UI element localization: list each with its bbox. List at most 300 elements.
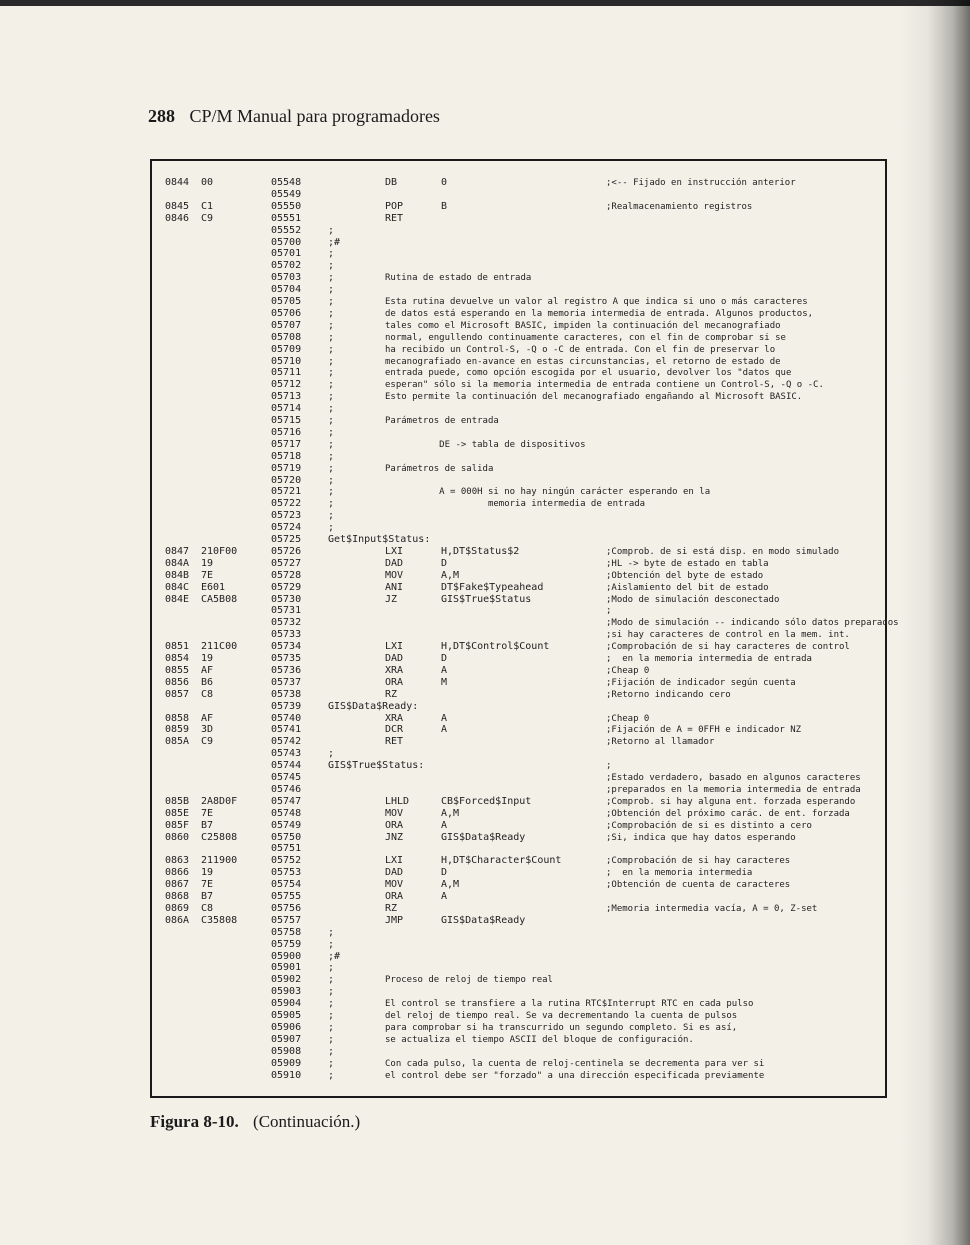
listing-row: [0, 475, 970, 487]
listing-object-code: 210F00: [201, 545, 238, 557]
listing-comment-text: Parámetros de salida: [385, 463, 494, 474]
listing-operand: D: [441, 653, 448, 664]
listing-mnemonic: MOV: [385, 569, 404, 581]
listing-line-number: 05707: [271, 319, 302, 331]
listing-comment-marker: ;: [328, 391, 335, 403]
listing-row: [0, 689, 970, 701]
listing-object-code: C1: [201, 200, 214, 212]
listing-mnemonic: LXI: [385, 545, 404, 557]
listing-line-number: 05748: [271, 807, 302, 819]
listing-line-number: 05750: [271, 831, 302, 843]
listing-line-number: 05902: [271, 974, 302, 986]
listing-row: [0, 1034, 970, 1046]
listing-comment: ;<-- Fijado en instrucción anterior: [606, 178, 796, 188]
figure-caption-text: (Continuación.): [253, 1112, 361, 1131]
listing-row: [0, 653, 970, 665]
listing-object-code: 19: [201, 867, 214, 879]
listing-row: [0, 724, 970, 736]
listing-object-code: AF: [201, 712, 214, 724]
listing-row: [0, 677, 970, 689]
listing-row: [0, 213, 970, 225]
listing-line-number: 05905: [271, 1010, 302, 1021]
listing-mnemonic: JMP: [385, 914, 404, 926]
listing-object-code: 19: [201, 653, 214, 664]
listing-comment-text: de datos está esperando en la memoria intermedia de entrada. Algunos productos,: [385, 308, 814, 319]
listing-comment-marker: ;: [328, 343, 335, 355]
listing-comment-marker: ;: [328, 748, 335, 760]
listing-object-code: 3D: [201, 724, 214, 736]
listing-comment: ;Retorno indicando cero: [606, 689, 731, 700]
listing-line-number: 05708: [271, 331, 302, 343]
listing-row: [0, 1022, 970, 1034]
listing-row: [0, 736, 970, 748]
listing-mnemonic: DCR: [385, 724, 404, 736]
listing-row: [0, 594, 970, 606]
listing-line-number: 05909: [271, 1057, 302, 1069]
listing-line-number: 05901: [271, 962, 302, 974]
listing-address: 085F: [165, 819, 190, 831]
listing-comment: ;Obtención del byte de estado: [606, 570, 764, 581]
listing-comment-text: mecanografiado en-avance en estas circunstancias, el retorno de estado de: [385, 356, 781, 367]
listing-line-number: 05706: [271, 307, 302, 319]
listing-row: [0, 772, 970, 784]
listing-address: 0854: [165, 653, 190, 664]
listing-comment-marker: ;#: [328, 236, 341, 248]
listing-line-number: 05711: [271, 367, 302, 379]
listing-operand: DT$Fake$Typeahead: [441, 581, 544, 593]
listing-comment-marker: ;: [328, 522, 335, 534]
listing-row: [0, 808, 970, 820]
listing-line-number: 05709: [271, 343, 302, 355]
listing-address: 0863: [165, 855, 190, 867]
listing-comment: ;Fijación de indicador según cuenta: [606, 677, 796, 688]
listing-address: 0858: [165, 712, 190, 724]
listing-label: GIS$True$Status:: [328, 760, 425, 772]
listing-object-code: C25808: [201, 831, 238, 843]
listing-row: [0, 974, 970, 986]
listing-address: 0860: [165, 831, 190, 843]
listing-line-number: 05712: [271, 379, 302, 391]
listing-address: 084A: [165, 557, 190, 569]
listing-comment: ;Comprobación de si es distinto a cero: [606, 820, 812, 831]
listing-comment-marker: ;: [328, 486, 335, 498]
listing-line-number: 05551: [271, 212, 302, 224]
listing-comment: ;Modo de simulación desconectado: [606, 594, 780, 605]
listing-operand: A: [441, 819, 448, 831]
listing-operand: A: [441, 891, 448, 902]
listing-mnemonic: DAD: [385, 557, 404, 569]
listing-mnemonic: XRA: [385, 664, 404, 676]
listing-row: [0, 284, 970, 296]
listing-line-number: 05736: [271, 664, 302, 676]
listing-row: [0, 855, 970, 867]
listing-comment-marker: ;: [328, 974, 335, 986]
listing-row: [0, 832, 970, 844]
listing-comment-text: normal, engullendo continuamente caracteres, con el fin de comprobar si se: [385, 332, 786, 343]
listing-object-code: 211900: [201, 855, 238, 867]
listing-line-number: 05717: [271, 438, 302, 450]
listing-row: [0, 891, 970, 903]
listing-row: [0, 903, 970, 915]
listing-row: [0, 760, 970, 772]
listing-line-number: 05550: [271, 200, 302, 212]
listing-line-number: 05906: [271, 1021, 302, 1033]
listing-comment: ;: [606, 606, 612, 617]
listing-comment: ;Cheap 0: [606, 713, 650, 724]
listing-comment-text: memoria intermedia de entrada: [385, 499, 646, 510]
listing-object-code: B7: [201, 819, 214, 831]
listing-mnemonic: JNZ: [385, 831, 404, 843]
listing-comment-marker: ;: [328, 938, 335, 950]
listing-comment-marker: ;: [328, 379, 335, 391]
listing-comment-marker: ;: [328, 986, 335, 998]
listing-line-number: 05907: [271, 1033, 302, 1045]
listing-comment-text: Proceso de reloj de tiempo real: [385, 975, 553, 986]
listing-line-number: 05754: [271, 879, 302, 891]
listing-comment-text: A = 000H si no hay ningún carácter esperando en la: [385, 487, 711, 498]
listing-comment-marker: ;: [328, 498, 335, 510]
listing-line-number: 05733: [271, 629, 302, 641]
listing-object-code: 7E: [201, 807, 214, 819]
listing-comment: ;: [606, 761, 612, 772]
listing-row: [0, 344, 970, 356]
listing-line-number: 05549: [271, 188, 302, 200]
listing-row: [0, 510, 970, 522]
listing-comment-text: se actualiza el tiempo ASCII del bloque de configuración.: [385, 1034, 694, 1045]
listing-line-number: 05749: [271, 819, 302, 831]
listing-mnemonic: XRA: [385, 712, 404, 724]
listing-comment-marker: ;: [328, 998, 335, 1010]
listing-comment: ;Comprobación de si hay caracteres: [606, 856, 791, 867]
listing-object-code: B6: [201, 676, 214, 688]
listing-comment-marker: ;: [328, 426, 335, 438]
listing-comment-marker: ;: [328, 260, 335, 272]
listing-address: 0851: [165, 641, 190, 653]
listing-row: [0, 189, 970, 201]
listing-line-number: 05755: [271, 891, 302, 902]
listing-line-number: 05728: [271, 569, 302, 581]
listing-line-number: 05729: [271, 581, 302, 593]
listing-comment-marker: ;: [328, 1010, 335, 1021]
listing-comment: ;Si, indica que hay datos esperando: [606, 832, 796, 843]
listing-line-number: 05722: [271, 498, 302, 510]
listing-address: 0846: [165, 212, 190, 224]
listing-object-code: 19: [201, 557, 214, 569]
listing-comment: ;Obtención del próximo carác. de ent. forzada: [606, 808, 850, 819]
listing-object-code: C35808: [201, 914, 238, 926]
listing-operand: H,DT$Character$Count: [441, 855, 562, 867]
page-gutter-shadow: [900, 0, 970, 1245]
listing-row: [0, 427, 970, 439]
listing-address: 084E: [165, 593, 190, 605]
listing-row: [0, 986, 970, 998]
listing-comment: ;HL -> byte de estado en tabla: [606, 558, 769, 569]
listing-comment-text: DE -> tabla de dispositivos: [385, 439, 586, 450]
listing-comment: ;Realmacenamiento registros: [606, 201, 753, 212]
listing-comment: ; en la memoria intermedia de entrada: [606, 654, 812, 664]
listing-comment-marker: ;: [328, 1021, 335, 1033]
listing-line-number: 05721: [271, 486, 302, 498]
listing-line-number: 05723: [271, 510, 302, 522]
listing-address: 0857: [165, 688, 190, 700]
listing-line-number: 05740: [271, 712, 302, 724]
listing-operand: A: [441, 664, 448, 676]
listing-line-number: 05900: [271, 950, 302, 962]
listing-line-number: 05703: [271, 272, 302, 284]
listing-object-code: CA5B08: [201, 593, 238, 605]
listing-address: 0856: [165, 676, 190, 688]
listing-line-number: 05739: [271, 700, 302, 712]
listing-row: [0, 843, 970, 855]
listing-mnemonic: RZ: [385, 902, 398, 914]
listing-row: [0, 308, 970, 320]
listing-address: 0845: [165, 200, 190, 212]
listing-row: [0, 796, 970, 808]
listing-object-code: C8: [201, 688, 214, 700]
listing-line-number: 05726: [271, 545, 302, 557]
listing-address: 085A: [165, 736, 190, 748]
listing-line-number: 05741: [271, 724, 302, 736]
listing-comment: ;preparados en la memoria intermedia de entrada: [606, 784, 861, 795]
running-title: CP/M Manual para programadores: [189, 106, 440, 126]
listing-mnemonic: LXI: [385, 855, 404, 867]
listing-line-number: 05756: [271, 902, 302, 914]
listing-line-number: 05744: [271, 760, 302, 772]
listing-operand: B: [441, 200, 448, 212]
listing-row: [0, 1070, 970, 1082]
listing-operand: CB$Forced$Input: [441, 795, 532, 807]
listing-row: [0, 332, 970, 344]
listing-object-code: C9: [201, 736, 214, 748]
listing-object-code: C8: [201, 902, 214, 914]
listing-row: [0, 498, 970, 510]
listing-comment: ;Fijación de A = 0FFH e indicador NZ: [606, 725, 802, 736]
listing-line-number: 05758: [271, 926, 302, 938]
listing-mnemonic: POP: [385, 200, 404, 212]
figure-caption: [150, 1112, 360, 1132]
listing-object-code: 2A8D0F: [201, 795, 238, 807]
listing-comment: ; en la memoria intermedia: [606, 868, 753, 879]
listing-mnemonic: ORA: [385, 891, 404, 902]
listing-comment: ;Comprobación de si hay caracteres de control: [606, 642, 850, 653]
listing-mnemonic: JZ: [385, 593, 398, 605]
listing-row: [0, 391, 970, 403]
listing-mnemonic: MOV: [385, 879, 404, 891]
listing-line-number: 05714: [271, 403, 302, 415]
listing-object-code: 211C00: [201, 641, 238, 653]
listing-mnemonic: RET: [385, 736, 404, 748]
listing-line-number: 05910: [271, 1069, 302, 1081]
listing-comment-marker: ;: [328, 319, 335, 331]
listing-row: [0, 356, 970, 368]
listing-row: [0, 641, 970, 653]
listing-row: [0, 867, 970, 879]
listing-comment-text: Con cada pulso, la cuenta de reloj-centinela se decrementa para ver si: [385, 1058, 765, 1069]
listing-mnemonic: LHLD: [385, 795, 410, 807]
listing-comment: ;Aislamiento del bit de estado: [606, 582, 769, 593]
listing-comment-marker: ;: [328, 1045, 335, 1057]
listing-address: 084B: [165, 569, 190, 581]
listing-mnemonic: ANI: [385, 581, 404, 593]
listing-row: [0, 784, 970, 796]
listing-comment-marker: ;: [328, 462, 335, 474]
listing-line-number: 05548: [271, 177, 302, 188]
listing-line-number: 05752: [271, 855, 302, 867]
listing-mnemonic: ORA: [385, 676, 404, 688]
listing-operand: A: [441, 712, 448, 724]
listing-comment: ;Comprob. si hay alguna ent. forzada esperando: [606, 796, 856, 807]
listing-line-number: 05738: [271, 688, 302, 700]
listing-row: [0, 962, 970, 974]
listing-address: 0866: [165, 867, 190, 879]
listing-row: [0, 927, 970, 939]
listing-comment-text: del reloj de tiempo real. Se va decrementando la cuenta de pulsos: [385, 1011, 738, 1021]
listing-comment-marker: ;: [328, 415, 335, 426]
listing-comment-marker: ;: [328, 1033, 335, 1045]
listing-line-number: 05716: [271, 426, 302, 438]
listing-object-code: C9: [201, 212, 214, 224]
listing-row: [0, 403, 970, 415]
listing-mnemonic: LXI: [385, 641, 404, 653]
listing-object-code: E601: [201, 581, 226, 593]
listing-mnemonic: RET: [385, 212, 404, 224]
listing-line-number: 05747: [271, 795, 302, 807]
listing-comment: ;Comprob. de si está disp. en modo simulado: [606, 546, 839, 557]
listing-operand: A: [441, 724, 448, 736]
listing-line-number: 05719: [271, 462, 302, 474]
listing-comment: ;si hay caracteres de control en la mem. int.: [606, 630, 850, 641]
listing-mnemonic: RZ: [385, 688, 398, 700]
listing-address: 0867: [165, 879, 190, 891]
listing-row: [0, 248, 970, 260]
listing-comment-marker: ;: [328, 367, 335, 379]
listing-comment-text: ha recibido un Control-S, -Q o -C de entrada. Con el fin de preservar lo: [385, 344, 776, 355]
listing-row: [0, 713, 970, 725]
listing-row: [0, 260, 970, 272]
listing-line-number: 05702: [271, 260, 302, 272]
listing-comment-text: Esto permite la continuación del mecanografiado engañando al Microsoft BASIC.: [385, 392, 803, 403]
listing-line-number: 05757: [271, 914, 302, 926]
listing-operand: H,DT$Control$Count: [441, 641, 550, 653]
listing-object-code: 7E: [201, 879, 214, 891]
listing-comment-marker: ;: [328, 307, 335, 319]
listing-row: [0, 951, 970, 963]
listing-row: [0, 320, 970, 332]
listing-address: 0868: [165, 891, 190, 902]
listing-line-number: 05732: [271, 617, 302, 629]
listing-address: 085B: [165, 795, 190, 807]
listing-comment-marker: ;#: [328, 950, 341, 962]
listing-operand: D: [441, 867, 448, 879]
listing-row: [0, 1058, 970, 1070]
listing-operand: GIS$True$Status: [441, 593, 532, 605]
listing-address: 086A: [165, 914, 190, 926]
listing-line-number: 05715: [271, 415, 302, 426]
listing-line-number: 05705: [271, 296, 302, 307]
listing-comment: ;Obtención de cuenta de caracteres: [606, 880, 791, 891]
listing-line-number: 05730: [271, 593, 302, 605]
listing-line-number: 05725: [271, 534, 302, 545]
listing-comment-marker: ;: [328, 962, 335, 974]
listing-line-number: 05737: [271, 676, 302, 688]
listing-comment-text: entrada puede, como opción escogida por el usuario, devolver los "datos que: [385, 368, 792, 379]
listing-operand: 0: [441, 177, 448, 188]
listing-line-number: 05743: [271, 748, 302, 760]
listing-comment: ;Memoria intermedia vacía, A = 0, Z-set: [606, 903, 818, 914]
listing-row: [0, 701, 970, 713]
listing-mnemonic: DB: [385, 177, 398, 188]
listing-line-number: 05904: [271, 998, 302, 1010]
listing-address: 0869: [165, 902, 190, 914]
listing-row: [0, 225, 970, 237]
listing-operand: H,DT$Status$2: [441, 545, 520, 557]
listing-row: [0, 629, 970, 641]
listing-row: [0, 665, 970, 677]
listing-comment-marker: ;: [328, 403, 335, 415]
listing-line-number: 05753: [271, 867, 302, 879]
listing-row: [0, 998, 970, 1010]
listing-object-code: AF: [201, 664, 214, 676]
listing-line-number: 05724: [271, 522, 302, 534]
listing-line-number: 05734: [271, 641, 302, 653]
listing-object-code: 7E: [201, 569, 214, 581]
listing-comment-text: Esta rutina devuelve un valor al registro A que indica si uno o más caracteres: [385, 297, 808, 307]
listing-comment-marker: ;: [328, 296, 335, 307]
page-number: 288: [148, 106, 175, 126]
listing-comment-text: para comprobar si ha transcurrido un segundo completo. Si es así,: [385, 1022, 738, 1033]
listing-label: GIS$Data$Ready:: [328, 700, 419, 712]
listing-comment-text: El control se transfiere a la rutina RTC$Interrupt RTC en cada pulso: [385, 999, 754, 1010]
listing-object-code: B7: [201, 891, 214, 902]
listing-operand: D: [441, 557, 448, 569]
listing-line-number: 05718: [271, 450, 302, 462]
listing-line-number: 05759: [271, 938, 302, 950]
listing-comment-marker: ;: [328, 474, 335, 486]
listing-comment-marker: ;: [328, 438, 335, 450]
listing-comment-marker: ;: [328, 510, 335, 522]
listing-row: [0, 1010, 970, 1022]
listing-comment: ;Retorno al llamador: [606, 737, 715, 748]
listing-row: [0, 379, 970, 391]
listing-line-number: 05746: [271, 783, 302, 795]
listing-row: [0, 915, 970, 927]
listing-line-number: 05701: [271, 248, 302, 260]
figure-label: Figura 8-10.: [150, 1112, 239, 1131]
listing-comment: ;Cheap 0: [606, 665, 650, 676]
listing-comment-marker: ;: [328, 926, 335, 938]
listing-line-number: 05720: [271, 474, 302, 486]
listing-comment-text: el control debe ser "forzado" a una dirección especificada previamente: [385, 1070, 765, 1081]
listing-comment-marker: ;: [328, 224, 335, 236]
listing-comment-marker: ;: [328, 355, 335, 367]
listing-line-number: 05908: [271, 1045, 302, 1057]
listing-operand: M: [441, 676, 448, 688]
listing-row: [0, 605, 970, 617]
listing-row: [0, 451, 970, 463]
listing-comment-text: tales como el Microsoft BASIC, impiden la continuación del mecanografiado: [385, 320, 781, 331]
listing-line-number: 05713: [271, 391, 302, 403]
listing-line-number: 05731: [271, 605, 302, 617]
listing-label: Get$Input$Status:: [328, 534, 431, 545]
listing-row: [0, 296, 970, 308]
listing-row: [0, 820, 970, 832]
listing-row: [0, 534, 970, 546]
listing-address: 0855: [165, 664, 190, 676]
listing-address: 084C: [165, 581, 190, 593]
listing-line-number: 05903: [271, 986, 302, 998]
listing-line-number: 05727: [271, 557, 302, 569]
listing-operand: A,M: [441, 879, 460, 891]
